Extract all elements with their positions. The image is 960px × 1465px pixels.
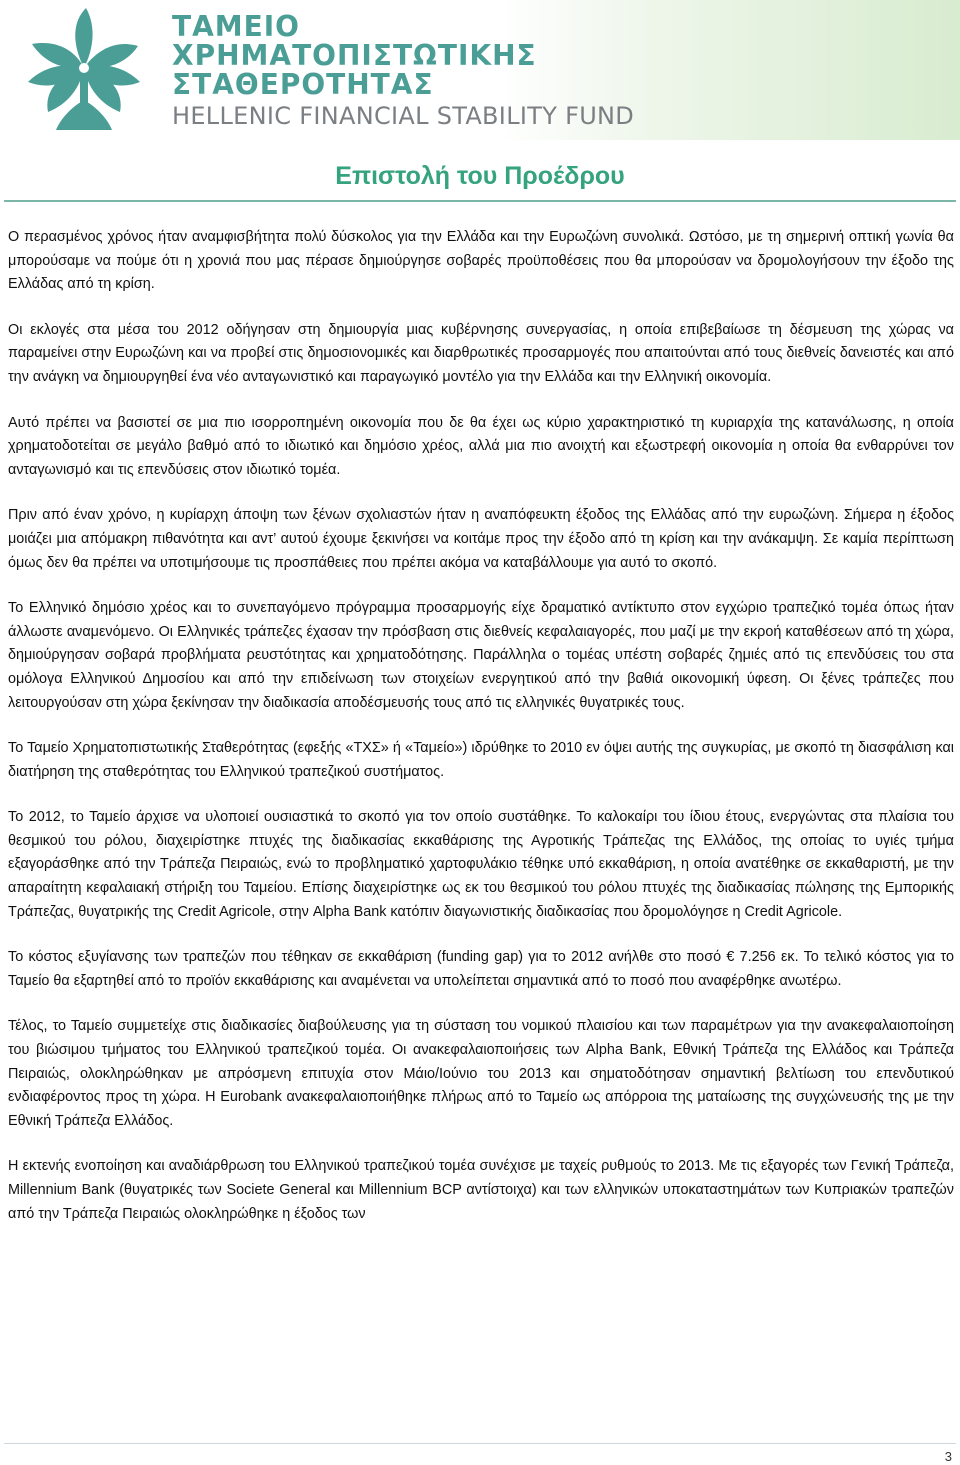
page-title: Επιστολή του Προέδρου — [335, 162, 625, 190]
logo-line-1: ΤΑΜΕΙΟ — [172, 10, 300, 43]
logo-wordmark — [172, 12, 634, 131]
paragraph-6: Το Ταμείο Χρηματοπιστωτικής Σταθερότητας (εφεξής «ΤΧΣ» ή «Ταμείο») ιδρύθηκε το 2010 εν όψει αυτής της συγκυρίας, με σκοπό τη διασφάλιση και διατήρηση της σταθερότητας του Ελληνικού τραπεζικού συστήματος. — [8, 740, 954, 780]
letter-body — [8, 226, 954, 1248]
paragraph-5: Το Ελληνικό δημόσιο χρέος και το συνεπαγόμενο πρόγραμμα προσαρμογής είχε δραματικό αντίκτυπο στον εγχώριο τραπεζικό τομέα όπως ήταν άλλωστε αναμενόμενο. Οι Ελληνικές τράπεζες έχασαν την πρόσβαση στις διεθνείς κεφαλαιαγορές, που μαζί με την εκροή καταθέσεων από τη χώρα, δημιούργησαν σοβαρά προβλήματα ρευστότητας και χρηματοδότησης. Παράλληλα ο τομέας υπέστη σοβαρές ζημιές από τις επενδύσεις του στα ομόλογα Ελληνικού Δημοσίου και από την επιδείνωση των στοιχείων ενεργητικού από την βαθιά οικονομική ύφεση. Οι ξένες τράπεζες που λειτουργούσαν στη χώρα ξεκίνησαν την διαδικασία αποδέσμευσής τους από τις ελληνικές θυγατρικές τους. — [8, 600, 954, 711]
hfsf-tree-logo-icon — [14, 4, 154, 132]
paragraph-10: Η εκτενής ενοποίηση και αναδιάρθρωση του Ελληνικού τραπεζικού τομέα συνέχισε με ταχείς ρυθμούς το 2013. Με τις εξαγορές των Γενική Τράπεζα, Millennium Bank (θυγατρικές των Societe General και Millennium BCP αντίστοιχα) και των ελληνικών υποκαταστημάτων των Κυπριακών τραπεζών από την Τράπεζα Πειραιώς ολοκληρώθηκε η έξοδος των — [8, 1158, 954, 1222]
paragraph-3: Αυτό πρέπει να βασιστεί σε μια πιο ισορροπημένη οικονομία που δε θα έχει ως κύριο χαρακτηριστικό τη κυριαρχία της κατανάλωσης, η οποία χρηματοδοτείται σε μεγάλο βαθμό από το ιδιωτικό και δημόσιο χρέος, αλλά μια πιο ανοιχτή και εξωστρεφή οικονομία η οποία θα ενθαρρύνει τον ανταγωνισμό και τις επενδύσεις στον ιδιωτικό τομέα. — [8, 414, 954, 478]
footer-divider — [4, 1443, 956, 1444]
paragraph-7: Το 2012, το Ταμείο άρχισε να υλοποιεί ουσιαστικά το σκοπό για τον οποίο συστάθηκε. Το καλοκαίρι του ίδιου έτους, ενεργώντας στα πλαίσια του θεσμικού του ρόλου, διαχειρίστηκε πτυχές της διαδικασίας εκκαθάρισης της Αγροτικής Τράπεζας της Ελλάδος, της οποίας το υγιές τμήμα εξαγοράσθηκε από την Τράπεζα Πειραιώς, ενώ το προβληματικό χαρτοφυλάκιο τέθηκε υπό εκκαθάριση, η οποία ανατέθηκε σε εκκαθαριστή, με την απαραίτητη κεφαλαιακή στήριξη του Ταμείου. Επίσης διαχειρίστηκε ως εκ του θεσμικού του ρόλου πτυχές της διαδικασίας πώλησης της Εμπορικής Τράπεζας, θυγατρικής της Credit Agricole, στην Alpha Bank κατόπιν διαγωνιστικής διαδικασίας που δρομολόγησε η Credit Agricole. — [8, 809, 954, 920]
paragraph-8: Το κόστος εξυγίανσης των τραπεζών που τέθηκαν σε εκκαθάριση (funding gap) για το 2012 ανήλθε στο ποσό € 7.256 εκ. Το τελικό κόστος για το Ταμείο θα εξαρτηθεί από το προϊόν εκκαθάρισης και αναμένεται να υπολείπεται σημαντικά από το ποσό που αναφέρθηκε ανωτέρω. — [8, 949, 954, 989]
title-divider — [4, 200, 956, 202]
paragraph-9: Τέλος, το Ταμείο συμμετείχε στις διαδικασίες διαβούλευσης για τη σύσταση του νομικού πλαισίου και των παραμέτρων για την ανακεφαλαιοποίηση του βιώσιμου τμήματος του Ελληνικού τραπεζικού τομέα. Οι ανακεφαλαιοποιήσεις των Alpha Bank, Εθνική Τράπεζα της Ελλάδος και Τράπεζα Πειραιώς, ολοκληρώθηκαν με απρόσμενη επιτυχία στον Μάιο/Ιούνιο του 2013 και σηματοδότησαν σημαντική βελτίωση του επενδυτικού ενδιαφέροντος προς τη χώρα. Η Eurobank ανακεφαλαιοποιήθηκε πλήρως από το Ταμείο ως απόρροια της ματαίωσης της συγχώνευσής της με την Εθνική Τράπεζα Ελλάδος. — [8, 1018, 954, 1129]
logo-line-2: ΧΡΗΜΑΤΟΠΙΣΤΩΤΙΚΗΣ — [172, 39, 537, 72]
header-band — [0, 0, 960, 140]
paragraph-4: Πριν από έναν χρόνο, η κυρίαρχη άποψη των ξένων σχολιαστών ήταν η αναπόφευκτη έξοδος της Ελλάδας από την ευρωζώνη. Σήμερα η έξοδος μοιάζει μια απόμακρη πιθανότητα και αντ’ αυτού έχουμε ξεκινήσει να κοιτάμε προς την έξοδο από τη κρίση και την ανάκαμψη. Σε καμία περίπτωση όμως δεν θα πρέπει να υποτιμήσουμε τις προσπάθειες που πρέπει ακόμα να καταβάλλουμε για αυτό το σκοπό. — [8, 507, 954, 571]
logo-line-3: ΣΤΑΘΕΡΟΤΗΤΑΣ — [172, 68, 434, 101]
paragraph-2: Οι εκλογές στα μέσα του 2012 οδήγησαν στη δημιουργία μιας κυβέρνησης συνεργασίας, η οποία επιβεβαίωσε τη δέσμευση της χώρας να παραμείνει στην Ευρωζώνη και να προβεί στις δημοσιονομικές και διαρθρωτικές προσαρμογές που απαιτούνται από τους διεθνείς δανειστές και από την ανάγκη να δημιουργηθεί ένα νέο ανταγωνιστικό και παραγωγικό μοντέλο για την Ελλάδα και την Ελληνική οικονομία. — [8, 321, 954, 385]
paragraph-1: Ο περασμένος χρόνος ήταν αναμφισβήτητα πολύ δύσκολος για την Ελλάδα και την Ευρωζώνη συνολικά. Ωστόσο, με τη σημερινή οπτική γωνία θα μπορούσαμε να πούμε ότι η χρονιά που μας πέρασε δημιούργησε σοβαρές προϋποθέσεις που θα μπορούσαν να δρομολογήσουν την έξοδο της Ελλάδας από τη κρίση. — [8, 229, 954, 293]
page-number: 3 — [944, 1449, 952, 1464]
logo-english-name: HELLENIC FINANCIAL STABILITY FUND — [172, 102, 635, 130]
